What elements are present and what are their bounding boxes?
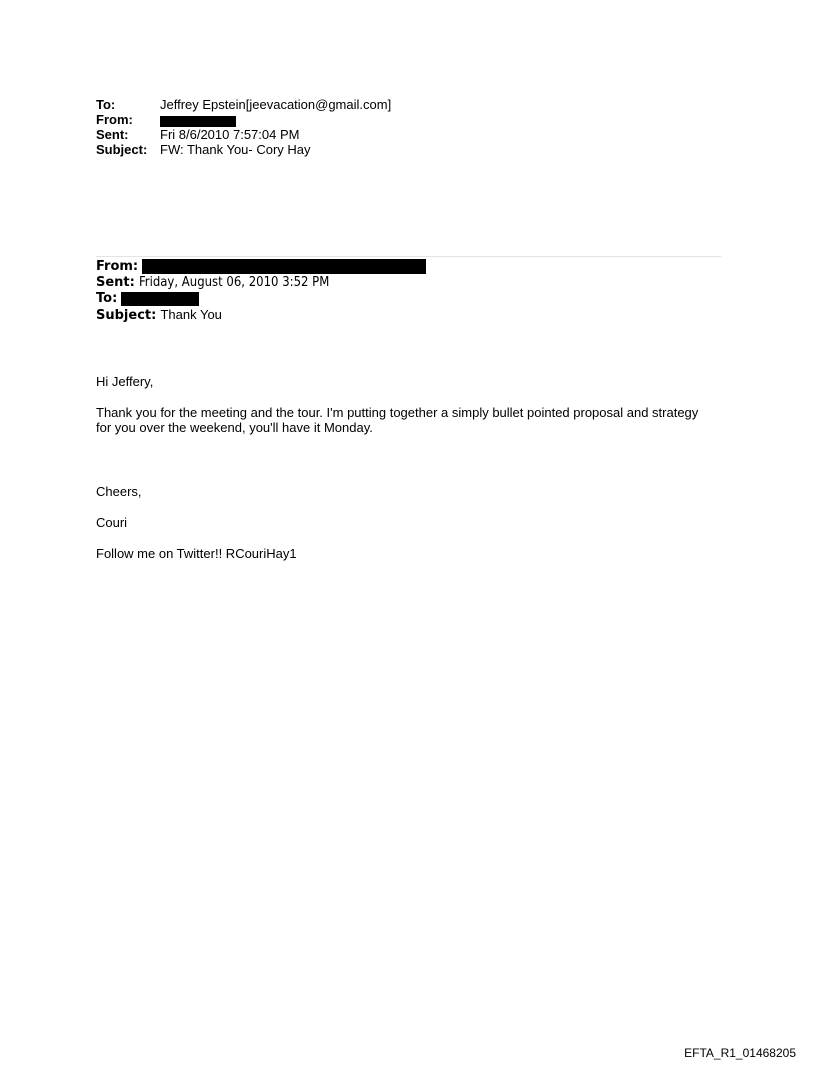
forwarded-subject-row bbox=[96, 307, 426, 323]
forwarded-from-label: From: bbox=[96, 259, 139, 274]
redaction-box bbox=[142, 259, 426, 274]
message-greeting: Hi Jeffery, bbox=[96, 374, 154, 389]
forwarded-sent-row bbox=[96, 275, 426, 291]
message-closing: Cheers, bbox=[96, 484, 142, 499]
header-to-row bbox=[96, 97, 391, 112]
header-subject-row bbox=[96, 142, 391, 157]
forwarded-subject-label: Subject: bbox=[96, 308, 157, 323]
header-sent-row bbox=[96, 127, 391, 142]
message-paragraph-line-1: Thank you for the meeting and the tour. I'm putting together a simply bullet pointed proposal and strategy bbox=[96, 405, 699, 420]
forwarded-sent-value: Friday, August 06, 2010 3:52 PM bbox=[139, 275, 330, 290]
header-from-value bbox=[160, 112, 236, 127]
forwarded-to-row bbox=[96, 291, 426, 307]
forwarded-sent-label: Sent: bbox=[96, 275, 135, 290]
email-header bbox=[96, 97, 391, 157]
forwarded-from-row bbox=[96, 259, 426, 275]
forwarded-header bbox=[96, 259, 426, 323]
message-twitter-line: Follow me on Twitter!! RCouriHay1 bbox=[96, 546, 297, 561]
document-id: EFTA_R1_01468205 bbox=[684, 1046, 796, 1060]
header-to-label: To: bbox=[96, 97, 116, 112]
redaction-box bbox=[121, 292, 199, 306]
header-subject-value: FW: Thank You- Cory Hay bbox=[160, 142, 311, 157]
header-subject-label: Subject: bbox=[96, 142, 148, 157]
header-from-row bbox=[96, 112, 391, 127]
header-from-label: From: bbox=[96, 112, 133, 127]
header-sent-value: Fri 8/6/2010 7:57:04 PM bbox=[160, 127, 300, 142]
header-to-value: Jeffrey Epstein[jeevacation@gmail.com] bbox=[160, 97, 392, 112]
header-divider bbox=[96, 256, 721, 257]
forwarded-subject-value: Thank You bbox=[160, 307, 222, 322]
message-paragraph-line-2: for you over the weekend, you'll have it Monday. bbox=[96, 420, 373, 435]
message-signature: Couri bbox=[96, 515, 128, 530]
header-sent-label: Sent: bbox=[96, 127, 129, 142]
forwarded-to-label: To: bbox=[96, 291, 118, 306]
redaction-box bbox=[160, 116, 236, 127]
